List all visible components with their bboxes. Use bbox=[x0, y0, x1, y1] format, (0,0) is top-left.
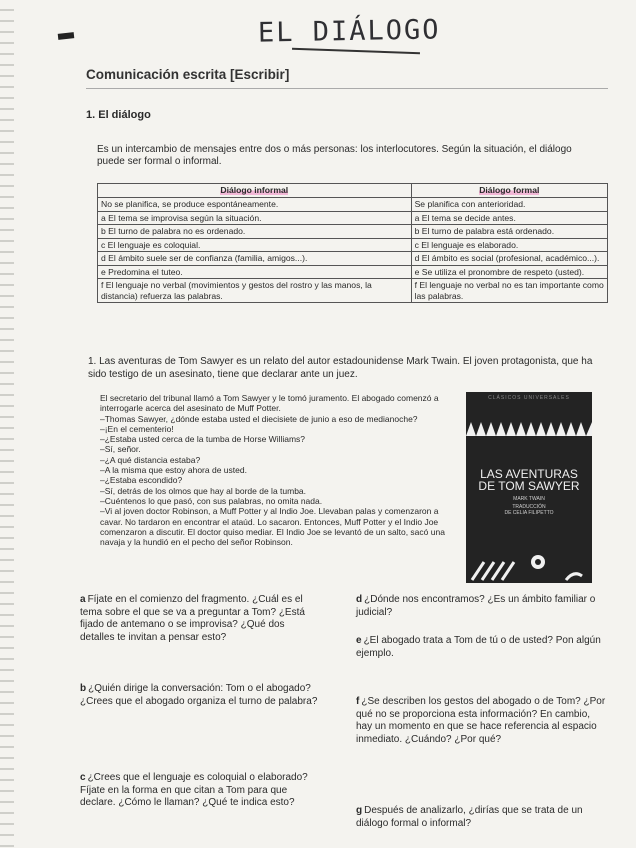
table-row bbox=[98, 198, 608, 212]
table-cell: No se planifica, se produce espontáneamente. bbox=[98, 198, 412, 212]
question-c: c ¿Crees que el lenguaje es coloquial o elaborado? Fíjate en la forma en que citan a Tom para que declare. ¿Cómo le llaman? ¿Qué te indica esto? bbox=[80, 772, 308, 809]
question-f: f ¿Se describen los gestos del abogado o de Tom? ¿Por qué no se proporciona esta información? En cambio, hay un momento en que se hace referencia al espacio inmediato. ¿Cuándo? ¿Por qué? bbox=[356, 696, 606, 745]
question-b: b ¿Quién dirige la conversación: Tom o el abogado? ¿Crees que el abogado organiza el turno de palabra? bbox=[80, 683, 318, 707]
table-row bbox=[98, 211, 608, 225]
excerpt-paragraph: –¿A qué distancia estaba? bbox=[100, 454, 201, 465]
table-row bbox=[98, 279, 608, 303]
intro-paragraph: Es un intercambio de mensajes entre dos o más personas: los interlocutores. Según la situación, el diálogo puede ser formal o informal. bbox=[97, 144, 572, 167]
header-formal: Diálogo formal bbox=[411, 184, 607, 198]
question-text: ¿El abogado trata a Tom de tú o de usted? Pon algún ejemplo. bbox=[356, 635, 601, 659]
translator-name: DE CELIA FILIPETTO bbox=[504, 510, 554, 516]
header-informal: Diálogo informal bbox=[98, 184, 412, 198]
book-title-line2: DE TOM SAWYER bbox=[478, 479, 580, 493]
book-series: CLÁSICOS UNIVERSALES bbox=[488, 395, 570, 401]
question-text: ¿Crees que el lenguaje es coloquial o elaborado? Fíjate en la forma en que citan a Tom para que declare. ¿Cómo le llaman? ¿Qué te indica esto? bbox=[80, 772, 308, 809]
question-text: ¿Se describen los gestos del abogado o de Tom? ¿Por qué no se proporciona esta información? En cambio, hay un momento en que se hace referencia al espacio inmediato. ¿Cuándo? ¿Por qué? bbox=[356, 696, 606, 745]
translation-label: TRADUCCIÓN bbox=[512, 504, 546, 510]
rope-illustration bbox=[466, 542, 592, 582]
question-g: g Después de analizarlo, ¿dirías que se trata de un diálogo formal o informal? bbox=[356, 805, 583, 829]
excerpt-paragraph: –¿Estaba usted cerca de la tumba de Horse Williams? bbox=[100, 434, 306, 445]
table-row bbox=[98, 265, 608, 279]
excerpt-paragraph: –¡En el cementerio! bbox=[100, 423, 174, 434]
page-heading: 1. El diálogo bbox=[86, 109, 151, 121]
table-cell: d El ámbito es social (profesional, académico...). bbox=[411, 252, 607, 266]
question-d: d ¿Dónde nos encontramos? ¿Es un ámbito familiar o judicial? bbox=[356, 594, 596, 618]
handwritten-underline bbox=[292, 48, 420, 54]
exercise-1-statement: 1. Las aventuras de Tom Sawyer es un relato del autor estadounidense Mark Twain. El joven protagonista, que ha sido testigo de un asesinato, tiene que declarar ante un juez. bbox=[88, 356, 593, 380]
table-cell: d El ámbito suele ser de confianza (familia, amigos...). bbox=[98, 252, 412, 266]
table-row bbox=[98, 252, 608, 266]
book-author: MARK TWAIN bbox=[513, 496, 545, 502]
table-cell: c El lenguaje es coloquial. bbox=[98, 238, 412, 252]
book-title-line1: LAS AVENTURAS bbox=[480, 467, 578, 481]
question-e: e ¿El abogado trata a Tom de tú o de usted? Pon algún ejemplo. bbox=[356, 635, 601, 659]
question-text: ¿Quién dirige la conversación: Tom o el abogado? ¿Crees que el abogado organiza el turno de palabra? bbox=[80, 683, 318, 707]
question-a: a Fíjate en el comienzo del fragmento. ¿Cuál es el tema sobre el que se va a preguntar a Tom? ¿Está fijado de antemano o se improvisa? ¿Qué dos detalles te invitan a pensar esto? bbox=[80, 594, 305, 643]
book-translation bbox=[466, 504, 592, 516]
table-cell: e Predomina el tuteo. bbox=[98, 265, 412, 279]
question-text: Fíjate en el comienzo del fragmento. ¿Cuál es el tema sobre el que se va a preguntar a Tom? ¿Está fijado de antemano o se improvisa? ¿Qué dos detalles te invitan a pensar esto? bbox=[80, 594, 305, 643]
table-cell: a El tema se decide antes. bbox=[411, 211, 607, 225]
excerpt-text bbox=[100, 393, 445, 583]
question-text: ¿Dónde nos encontramos? ¿Es un ámbito familiar o judicial? bbox=[356, 594, 596, 618]
table-cell: c El lenguaje es elaborado. bbox=[411, 238, 607, 252]
section-title: Comunicación escrita [Escribir] bbox=[86, 67, 290, 82]
table-row bbox=[98, 238, 608, 252]
table-cell: a El tema se improvisa según la situación. bbox=[98, 211, 412, 225]
table-cell: e Se utiliza el pronombre de respeto (usted). bbox=[411, 265, 607, 279]
table-cell: f El lenguaje no verbal no es tan importante como las palabras. bbox=[411, 279, 607, 303]
divider bbox=[86, 88, 608, 89]
book-cover-image bbox=[466, 392, 592, 583]
excerpt-paragraph: –Cuéntenos lo que pasó, con sus palabras, no omita nada. bbox=[100, 495, 323, 506]
table-row bbox=[98, 225, 608, 239]
excerpt-paragraph: –¿Estaba escondido? bbox=[100, 475, 183, 486]
table-cell: Se planifica con anterioridad. bbox=[411, 198, 607, 212]
excerpt-paragraph: –Sí, detrás de los olmos que hay al borde de la tumba. bbox=[100, 485, 307, 496]
marker-scribble bbox=[58, 32, 75, 40]
excerpt-paragraph: –Vi al joven doctor Robinson, a Muff Potter y al Indio Joe. Llevaban palas y comenzaron a cavar. No tardaron en encontrar el ataúd. Lo sacaron. Entonces, Muff Potter y el Indio Joe comenzaron a discutir. El doctor quiso mediar. El Indio Joe se levantó de un salto, sacó una navaja y la hundió en el pecho del señor Robinson. bbox=[100, 506, 445, 548]
excerpt-paragraph: –A la misma que estoy ahora de usted. bbox=[100, 465, 247, 476]
handwritten-title: EL DIÁLOGO bbox=[257, 14, 441, 49]
excerpt-paragraph: –Thomas Sawyer, ¿dónde estaba usted el diecisiete de junio a eso de medianoche? bbox=[100, 413, 418, 424]
book-title bbox=[466, 468, 592, 492]
question-text: Después de analizarlo, ¿dirías que se trata de un diálogo formal o informal? bbox=[356, 805, 583, 829]
fence-decoration bbox=[466, 422, 592, 436]
comparison-table bbox=[97, 183, 608, 303]
table-cell: b El turno de palabra está ordenado. bbox=[411, 225, 607, 239]
table-cell: f El lenguaje no verbal (movimientos y gestos del rostro y las manos, la distancia) refuerza las palabras. bbox=[98, 279, 412, 303]
excerpt-paragraph: –Sí, señor. bbox=[100, 444, 141, 455]
ring-binding bbox=[0, 0, 14, 848]
excerpt-paragraph: El secretario del tribunal llamó a Tom Sawyer y le tomó juramento. El abogado comenzó a interrogarle acerca del asesinato de Muff Potter. bbox=[100, 393, 439, 414]
table-cell: b El turno de palabra no es ordenado. bbox=[98, 225, 412, 239]
